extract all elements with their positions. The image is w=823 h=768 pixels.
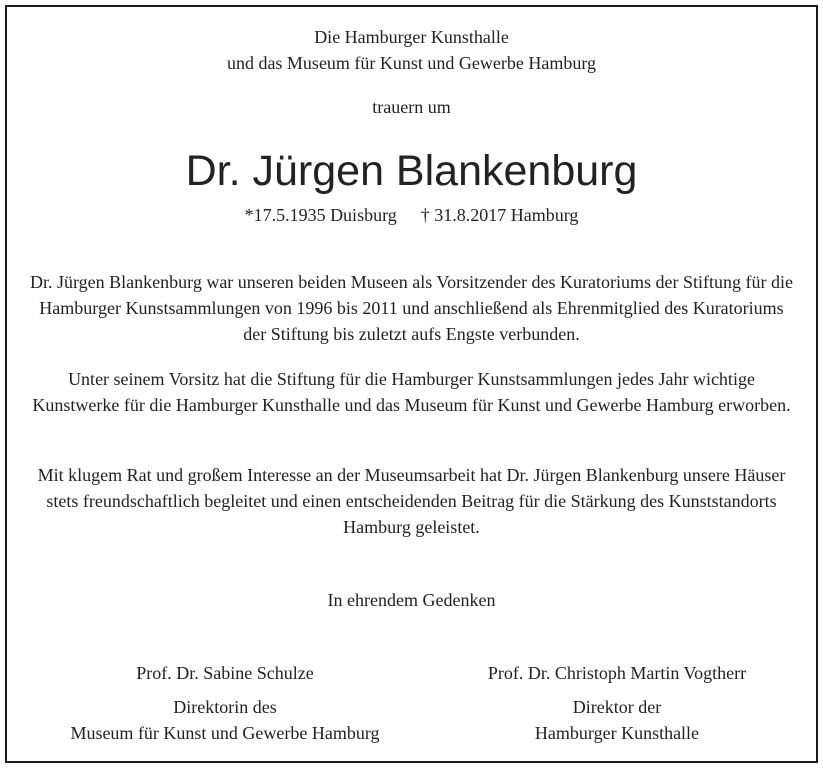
signatory-institution: Museum für Kunst und Gewerbe Hamburg (70, 723, 380, 743)
signatory-institution: Hamburger Kunsthalle (534, 723, 700, 743)
paragraph-3: Mit klugem Rat und großem Interesse an der Museumsarbeit hat Dr. Jürgen Blankenburg unsere Häuser stets freundschaftlich begleitet und einen entscheidenden Beitrag für die Stärkung des Kunststandorts Hamburg geleistet. (37, 465, 786, 537)
header-line-1: Die Hamburger Kunsthalle (314, 27, 509, 47)
header-line-2: und das Museum für Kunst und Gewerbe Hamburg (226, 53, 597, 73)
mourning-phrase: trauern um (372, 97, 451, 117)
signature-right (417, 660, 817, 746)
signatory-title: Direktor der (572, 697, 662, 717)
signature-left (25, 660, 425, 746)
deceased-name: Dr. Jürgen Blankenburg (185, 147, 638, 195)
signatory-title: Direktorin des (173, 697, 277, 717)
signatory-name: Prof. Dr. Christoph Martin Vogtherr (487, 663, 747, 683)
signatory-name: Prof. Dr. Sabine Schulze (136, 663, 314, 683)
death-date: † 31.8.2017 Hamburg (420, 205, 579, 225)
paragraph-2: Unter seinem Vorsitz hat die Stiftung für die Hamburger Kunstsammlungen jedes Jahr wichtige Kunstwerke für die Hamburger Kunsthalle und das Museum für Kunst und Gewerbe Hamburg erworben. (32, 369, 791, 415)
paragraph-1: Dr. Jürgen Blankenburg war unseren beiden Museen als Vorsitzender des Kuratoriums der Stiftung für die Hamburger Kunstsammlungen von 1996 bis 2011 und anschließend als Ehrenmitglied des Kuratoriums der Stiftung bis zuletzt aufs Engste verbunden. (30, 272, 794, 344)
life-dates (0, 202, 823, 228)
birth-date: *17.5.1935 Duisburg (244, 205, 397, 225)
closing-phrase: In ehrendem Gedenken (327, 590, 496, 610)
